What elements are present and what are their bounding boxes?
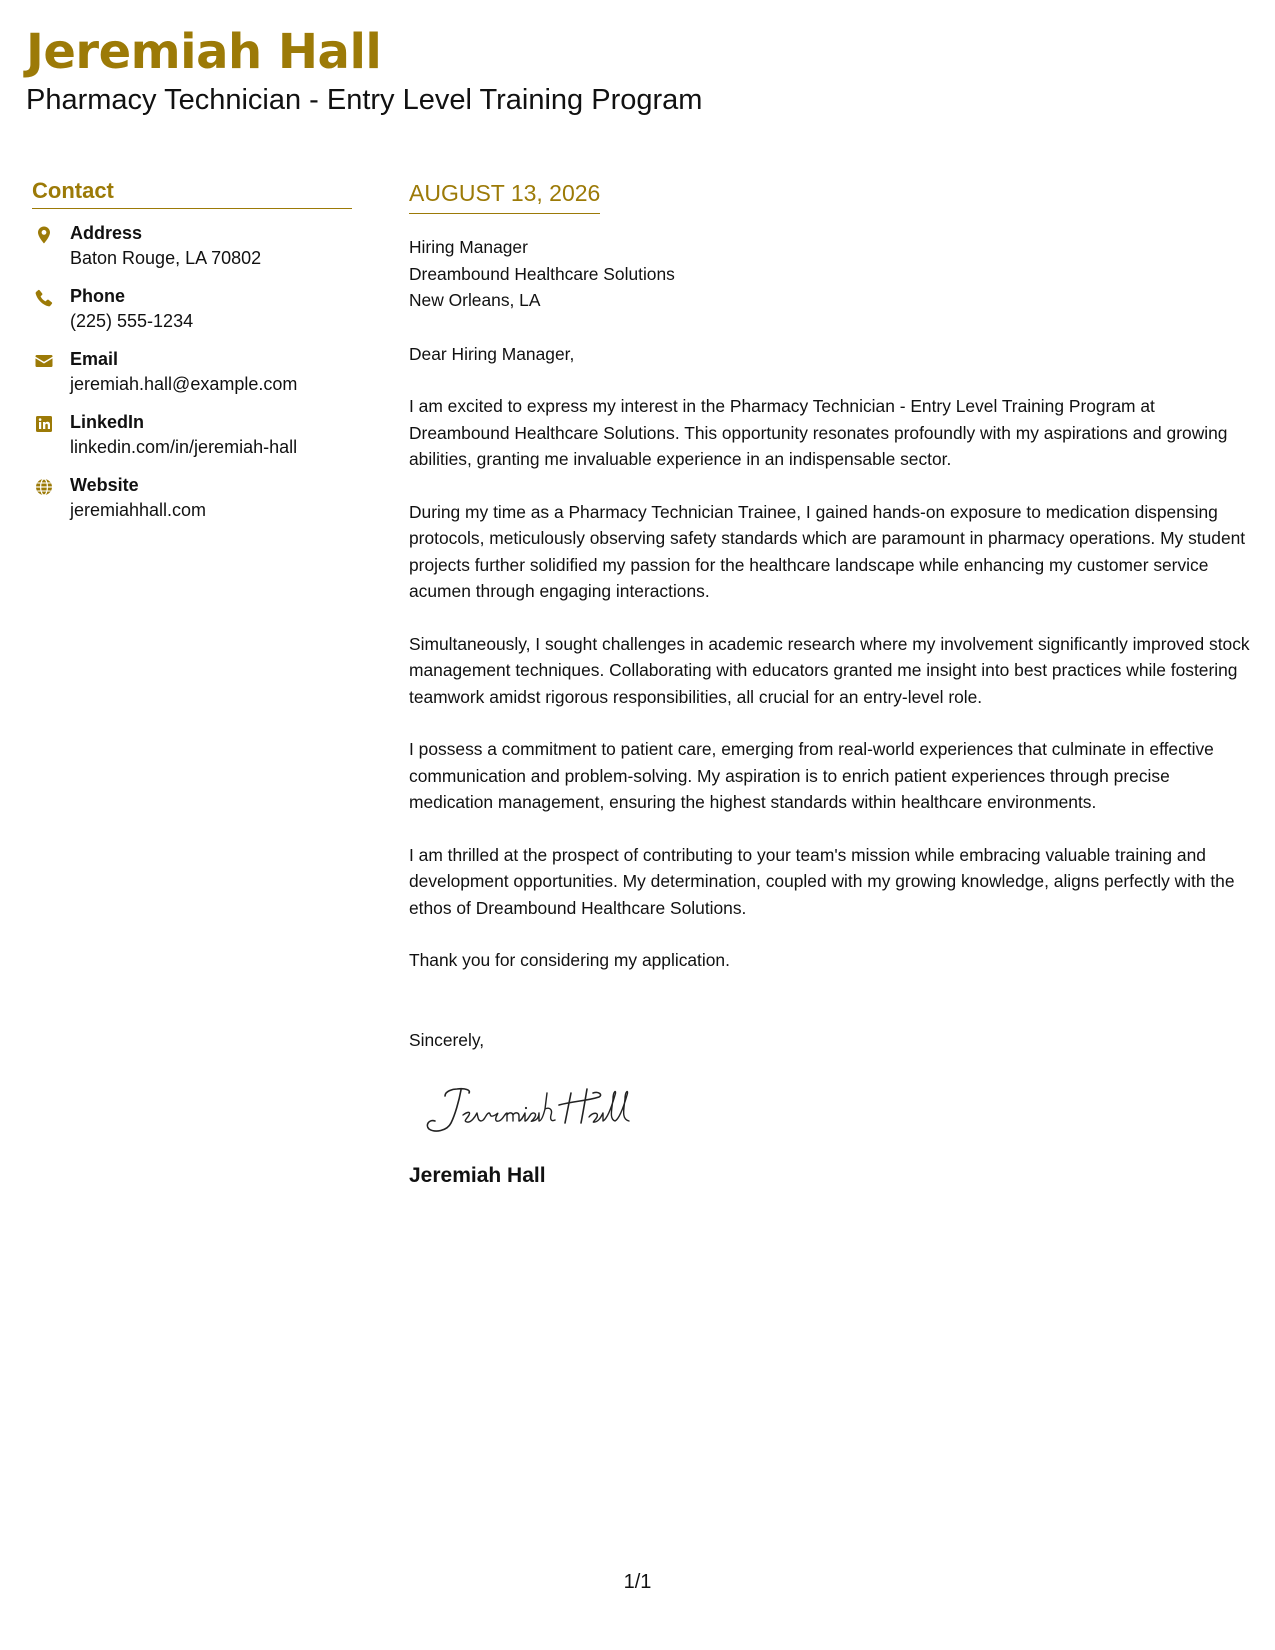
linkedin-icon <box>34 414 54 434</box>
body-paragraph: Simultaneously, I sought challenges in academic research where my involvement significantly improved stock management techniques. Collaborating with educators granted me insight into best practices while fostering teamwork amidst rigorous responsibilities, all crucial for an entry-level role. <box>409 633 1250 707</box>
recipient-block <box>409 234 1254 314</box>
letter-date: AUGUST 13, 2026 <box>409 176 600 214</box>
contact-value-address: Baton Rouge, LA 70802 <box>70 248 262 268</box>
contact-list <box>32 221 352 536</box>
contact-label-email: Email <box>70 349 119 369</box>
contact-item-linkedin <box>32 410 352 473</box>
contact-item-website <box>32 473 352 536</box>
contact-value-website: jeremiahhall.com <box>70 500 207 520</box>
contact-sidebar <box>32 176 352 536</box>
handwritten-signature <box>423 1079 663 1139</box>
contact-value-phone: (225) 555-1234 <box>70 311 194 331</box>
salutation: Dear Hiring Manager, <box>409 343 575 364</box>
recipient-line: Dreambound Healthcare Solutions <box>409 263 675 284</box>
body-paragraph: I am thrilled at the prospect of contributing to your team's mission while embracing valuable training and development opportunities. My determination, coupled with my growing knowledge, aligns perfectly with the ethos of Dreambound Healthcare Solutions. <box>409 844 1235 918</box>
page-number: 1/1 <box>623 1571 652 1593</box>
contact-value-email: jeremiah.hall@example.com <box>70 374 298 394</box>
contact-label-linkedin: LinkedIn <box>70 412 145 432</box>
phone-icon <box>34 288 54 308</box>
closing: Sincerely, <box>409 1029 485 1050</box>
envelope-icon <box>34 351 54 371</box>
cover-letter-body <box>409 176 1254 1191</box>
recipient-line: Hiring Manager <box>409 237 528 257</box>
contact-heading: Contact <box>32 176 352 209</box>
contact-value-linkedin: linkedin.com/in/jeremiah-hall <box>70 437 298 457</box>
globe-icon <box>34 477 54 497</box>
closing-thanks: Thank you for considering my application. <box>409 950 730 970</box>
contact-item-email <box>32 347 352 410</box>
contact-item-phone <box>32 284 352 347</box>
contact-label-website: Website <box>70 475 139 495</box>
job-title: Pharmacy Technician - Entry Level Training Program <box>26 84 703 116</box>
applicant-name: Jeremiah Hall <box>26 24 382 80</box>
contact-item-address <box>32 221 352 284</box>
map-pin-icon <box>34 225 54 245</box>
signed-name: Jeremiah Hall <box>409 1163 546 1187</box>
contact-label-phone: Phone <box>70 286 126 306</box>
body-paragraph: I am excited to express my interest in the Pharmacy Technician - Entry Level Training Program at Dreambound Healthcare Solutions. This opportunity resonates profoundly with my aspirations and growing abilities, granting me invaluable experience in an indispensable sector. <box>409 396 1228 469</box>
body-paragraph: I possess a commitment to patient care, emerging from real-world experiences that culminate in effective communication and problem-solving. My aspiration is to enrich patient experiences through precise medication management, ensuring the highest standards within healthcare environments. <box>409 739 1214 812</box>
body-paragraph: During my time as a Pharmacy Technician Trainee, I gained hands-on exposure to medication dispensing protocols, meticulously observing safety standards which are paramount in pharmacy operations. My student projects further solidified my passion for the healthcare landscape while enhancing my customer service acumen through engaging interactions. <box>409 501 1246 601</box>
recipient-line: New Orleans, LA <box>409 290 541 310</box>
contact-label-address: Address <box>70 223 143 243</box>
